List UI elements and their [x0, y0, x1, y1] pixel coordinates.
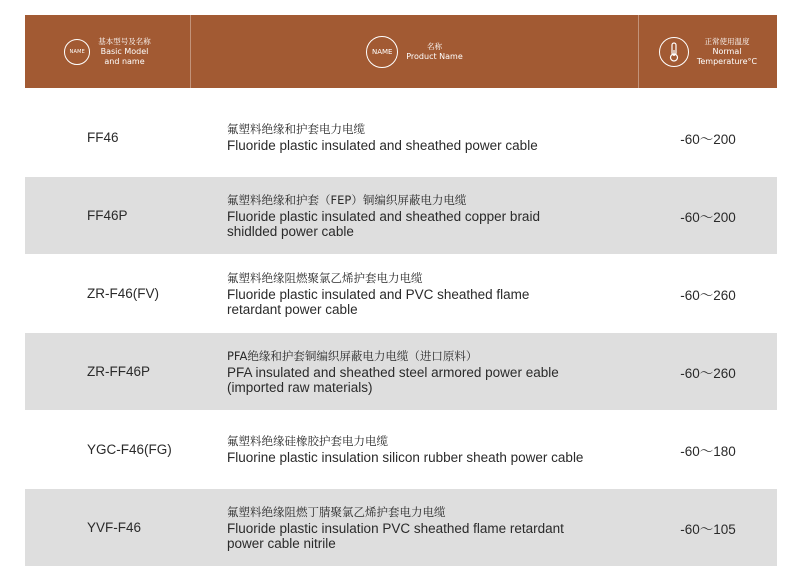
model-cell: FF46	[87, 130, 119, 145]
name-cell	[191, 177, 639, 254]
name-en: Fluoride plastic insulation PVC sheathed flame retardant power cable nitrile	[227, 520, 564, 551]
header-temp-en1: Normal	[712, 46, 742, 56]
name-en: Fluoride plastic insulated and sheathed copper braid shidlded power cable	[227, 208, 540, 239]
name-cn: PFA绝缘和护套铜编织屏蔽电力电缆（进口原料）	[227, 348, 478, 363]
name-cn: 氟塑料绝缘阻燃聚氯乙烯护套电力电缆	[227, 270, 423, 285]
model-cell: YVF-F46	[87, 520, 142, 535]
name-cell	[191, 333, 639, 410]
name-cell	[191, 99, 639, 176]
cable-spec-table	[25, 15, 777, 566]
name-cn: 氟塑料绝缘阻燃丁腈聚氯乙烯护套电力电缆	[227, 504, 446, 519]
name-cell	[191, 411, 639, 488]
temperature-cell: -60～180	[680, 443, 736, 459]
table-row	[25, 99, 777, 176]
header-product-name	[191, 15, 639, 88]
header-model-cn: 基本型号及名称	[98, 36, 151, 46]
temperature-cell: -60～260	[680, 287, 736, 303]
table-header	[25, 15, 777, 88]
temperature-cell: -60～260	[680, 365, 736, 381]
name-cell	[191, 489, 639, 566]
table-body	[25, 99, 777, 566]
temperature-cell: -60～200	[680, 209, 736, 225]
table-row	[25, 411, 777, 488]
name-cn: 氟塑料绝缘硅橡胶护套电力电缆	[227, 434, 388, 448]
name-cn: 氟塑料绝缘和护套（FEP）铜编织屏蔽电力电缆	[227, 192, 467, 207]
model-cell: FF46P	[87, 208, 128, 223]
name-cn: 氟塑料绝缘和护套电力电缆	[227, 122, 365, 136]
name-badge-icon: NAME	[366, 36, 398, 68]
name-cell	[191, 255, 639, 332]
header-temperature	[639, 15, 777, 88]
name-en: PFA insulated and sheathed steel armored power eable (imported raw materials)	[227, 364, 559, 395]
header-temp-en2: Temperature°C	[696, 56, 758, 66]
model-cell: ZR-FF46P	[87, 364, 151, 379]
header-model-en1: Basic Model	[100, 46, 149, 56]
model-cell: ZR-F46(FV)	[87, 286, 159, 301]
name-en: Fluoride plastic insulated and sheathed power cable	[227, 138, 538, 153]
temperature-cell: -60～105	[680, 521, 736, 537]
header-temp-cn: 正常使用温度	[704, 36, 750, 46]
table-row	[25, 489, 777, 566]
name-en: Fluoride plastic insulated and PVC sheathed flame retardant power cable	[227, 286, 530, 317]
name-en: Fluorine plastic insulation silicon rubber sheath power cable	[227, 450, 584, 465]
header-model-en2: and name	[104, 56, 145, 66]
table-row	[25, 255, 777, 332]
header-name-en: Product Name	[406, 51, 463, 61]
table-row	[25, 177, 777, 254]
table-row	[25, 333, 777, 410]
thermometer-icon	[659, 37, 689, 67]
name-badge-icon: NAME	[64, 39, 90, 65]
header-model	[25, 15, 191, 88]
model-cell: YGC-F46(FG)	[87, 442, 172, 457]
temperature-cell: -60～200	[680, 131, 736, 147]
header-name-cn: 名称	[427, 41, 442, 51]
